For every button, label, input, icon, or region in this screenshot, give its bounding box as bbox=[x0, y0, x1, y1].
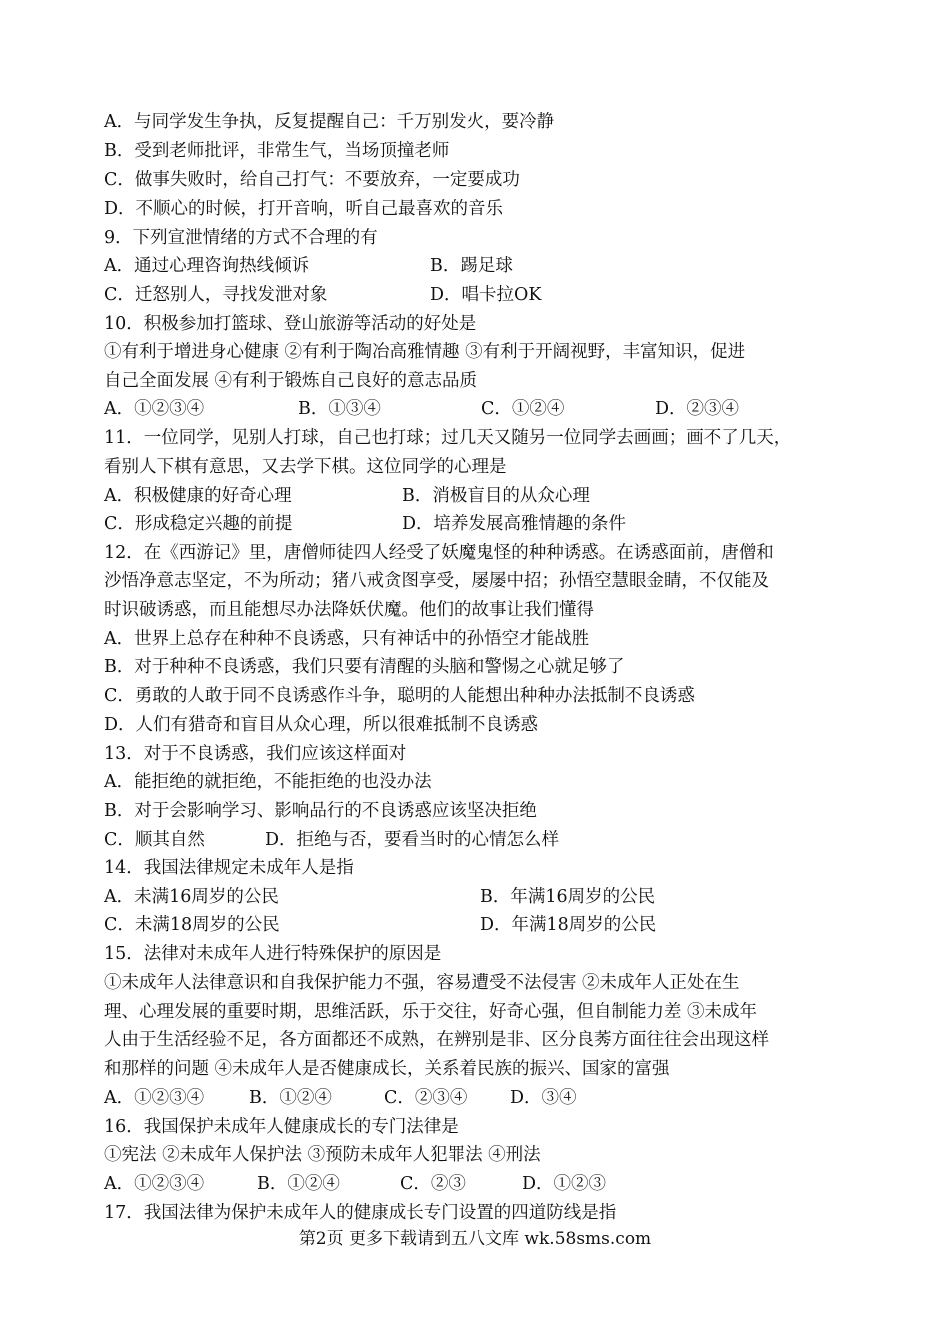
q9-option-d: D．唱卡拉OK bbox=[430, 285, 542, 305]
q17-stem: 17．我国法律为保护未成年人的健康成长专门设置的四道防线是指 bbox=[104, 1203, 617, 1223]
q14-option-a: A．未满16周岁的公民 bbox=[104, 887, 279, 907]
q15-option-b: B．①②④ bbox=[249, 1088, 332, 1108]
q15-body-line-2: 理、心理发展的重要时期，思维活跃，乐于交往，好奇心强，但自制能力差 ③未成年 bbox=[104, 1002, 758, 1022]
q11-option-d: D．培养发展高雅情趣的条件 bbox=[402, 514, 627, 534]
q16-option-a: A．①②③④ bbox=[104, 1174, 205, 1194]
q14-option-c: C．未满18周岁的公民 bbox=[104, 915, 280, 935]
q16-body: ①宪法 ②未成年人保护法 ③预防未成年人犯罪法 ④刑法 bbox=[104, 1145, 541, 1165]
q9-option-c: C．迁怒别人，寻找发泄对象 bbox=[104, 285, 328, 305]
q12-option-a: A．世界上总存在种种不良诱惑，只有神话中的孙悟空才能战胜 bbox=[104, 629, 590, 649]
q11-option-a: A．积极健康的好奇心理 bbox=[104, 486, 292, 506]
q9-option-a: A．通过心理咨询热线倾诉 bbox=[104, 256, 310, 276]
q15-option-a: A．①②③④ bbox=[104, 1088, 205, 1108]
q15-option-d: D．③④ bbox=[510, 1088, 577, 1108]
q15-option-c: C．②③④ bbox=[384, 1088, 468, 1108]
q10-option-a: A．①②③④ bbox=[104, 399, 205, 419]
page-footer: 第2页 更多下载请到五八文库 wk.58sms.com bbox=[298, 1229, 652, 1249]
q12-stem-line-2: 沙悟净意志坚定，不为所动；猪八戒贪图享受，屡屡中招；孙悟空慧眼金睛，不仅能及 bbox=[104, 571, 769, 591]
q13-option-d: D．拒绝与否，要看当时的心情怎么样 bbox=[265, 830, 560, 850]
q16-stem: 16．我国保护未成年人健康成长的专门法律是 bbox=[104, 1117, 459, 1137]
q15-body-line-4: 和那样的问题 ④未成年人是否健康成长，关系着民族的振兴、国家的富强 bbox=[104, 1059, 670, 1079]
q9-option-b: B．踢足球 bbox=[430, 256, 513, 276]
q10-body-line-2: 自己全面发展 ④有利于锻炼自己良好的意志品质 bbox=[104, 371, 478, 391]
q10-body-line-1: ①有利于增进身心健康 ②有利于陶冶高雅情趣 ③有利于开阔视野，丰富知识，促进 bbox=[104, 342, 746, 362]
q12-option-b: B．对于种种不良诱惑，我们只要有清醒的头脑和警惕之心就足够了 bbox=[104, 657, 625, 677]
q16-option-b: B．①②④ bbox=[257, 1174, 340, 1194]
q16-option-c: C．②③ bbox=[400, 1174, 466, 1194]
q12-option-d: D．人们有猎奇和盲目从众心理，所以很难抵制不良诱惑 bbox=[104, 715, 539, 735]
q8-option-b: B．受到老师批评，非常生气，当场顶撞老师 bbox=[104, 141, 450, 161]
q16-option-d: D．①②③ bbox=[522, 1174, 607, 1194]
q14-option-d: D．年满18周岁的公民 bbox=[480, 915, 657, 935]
q11-option-b: B．消极盲目的从众心理 bbox=[402, 486, 590, 506]
q11-stem-line-2: 看别人下棋有意思，又去学下棋。这位同学的心理是 bbox=[104, 457, 507, 477]
q15-stem: 15．法律对未成年人进行特殊保护的原因是 bbox=[104, 944, 442, 964]
q13-option-a: A．能拒绝的就拒绝，不能拒绝的也没办法 bbox=[104, 772, 432, 792]
q15-body-line-1: ①未成年人法律意识和自我保护能力不强，容易遭受不法侵害 ②未成年人正处在生 bbox=[104, 973, 740, 993]
q8-option-d: D．不顺心的时候，打开音响，听自己最喜欢的音乐 bbox=[104, 199, 504, 219]
q10-option-b: B．①③④ bbox=[298, 399, 381, 419]
q8-option-c: C．做事失败时，给自己打气：不要放弃，一定要成功 bbox=[104, 170, 520, 190]
q10-option-d: D．②③④ bbox=[655, 399, 740, 419]
q12-option-c: C．勇敢的人敢于同不良诱惑作斗争，聪明的人能想出种种办法抵制不良诱惑 bbox=[104, 686, 695, 706]
q12-stem-line-1: 12．在《西游记》里，唐僧师徒四人经受了妖魔鬼怪的种种诱惑。在诱惑面前，唐僧和 bbox=[104, 543, 774, 563]
q8-option-a: A．与同学发生争执，反复提醒自己：千万别发火，要冷静 bbox=[104, 112, 555, 132]
q10-stem: 10．积极参加打篮球、登山旅游等活动的好处是 bbox=[104, 314, 477, 334]
q13-stem: 13．对于不良诱惑，我们应该这样面对 bbox=[104, 744, 407, 764]
q9-stem: 9．下列宣泄情绪的方式不合理的有 bbox=[104, 228, 378, 248]
q13-option-b: B．对于会影响学习、影响品行的不良诱惑应该坚决拒绝 bbox=[104, 801, 537, 821]
q11-option-c: C．形成稳定兴趣的前提 bbox=[104, 514, 293, 534]
q15-body-line-3: 人由于生活经验不足，各方面都还不成熟，在辨别是非、区分良莠方面往往会出现这样 bbox=[104, 1030, 769, 1050]
q13-option-c: C．顺其自然 bbox=[104, 830, 205, 850]
q14-option-b: B．年满16周岁的公民 bbox=[480, 887, 656, 907]
q14-stem: 14．我国法律规定未成年人是指 bbox=[104, 858, 354, 878]
q10-option-c: C．①②④ bbox=[481, 399, 565, 419]
q12-stem-line-3: 时识破诱惑，而且能想尽办法降妖伏魔。他们的故事让我们懂得 bbox=[104, 600, 594, 620]
q11-stem-line-1: 11．一位同学，见别人打球，自己也打球；过几天又随另一位同学去画画；画不了几天， bbox=[104, 428, 792, 448]
